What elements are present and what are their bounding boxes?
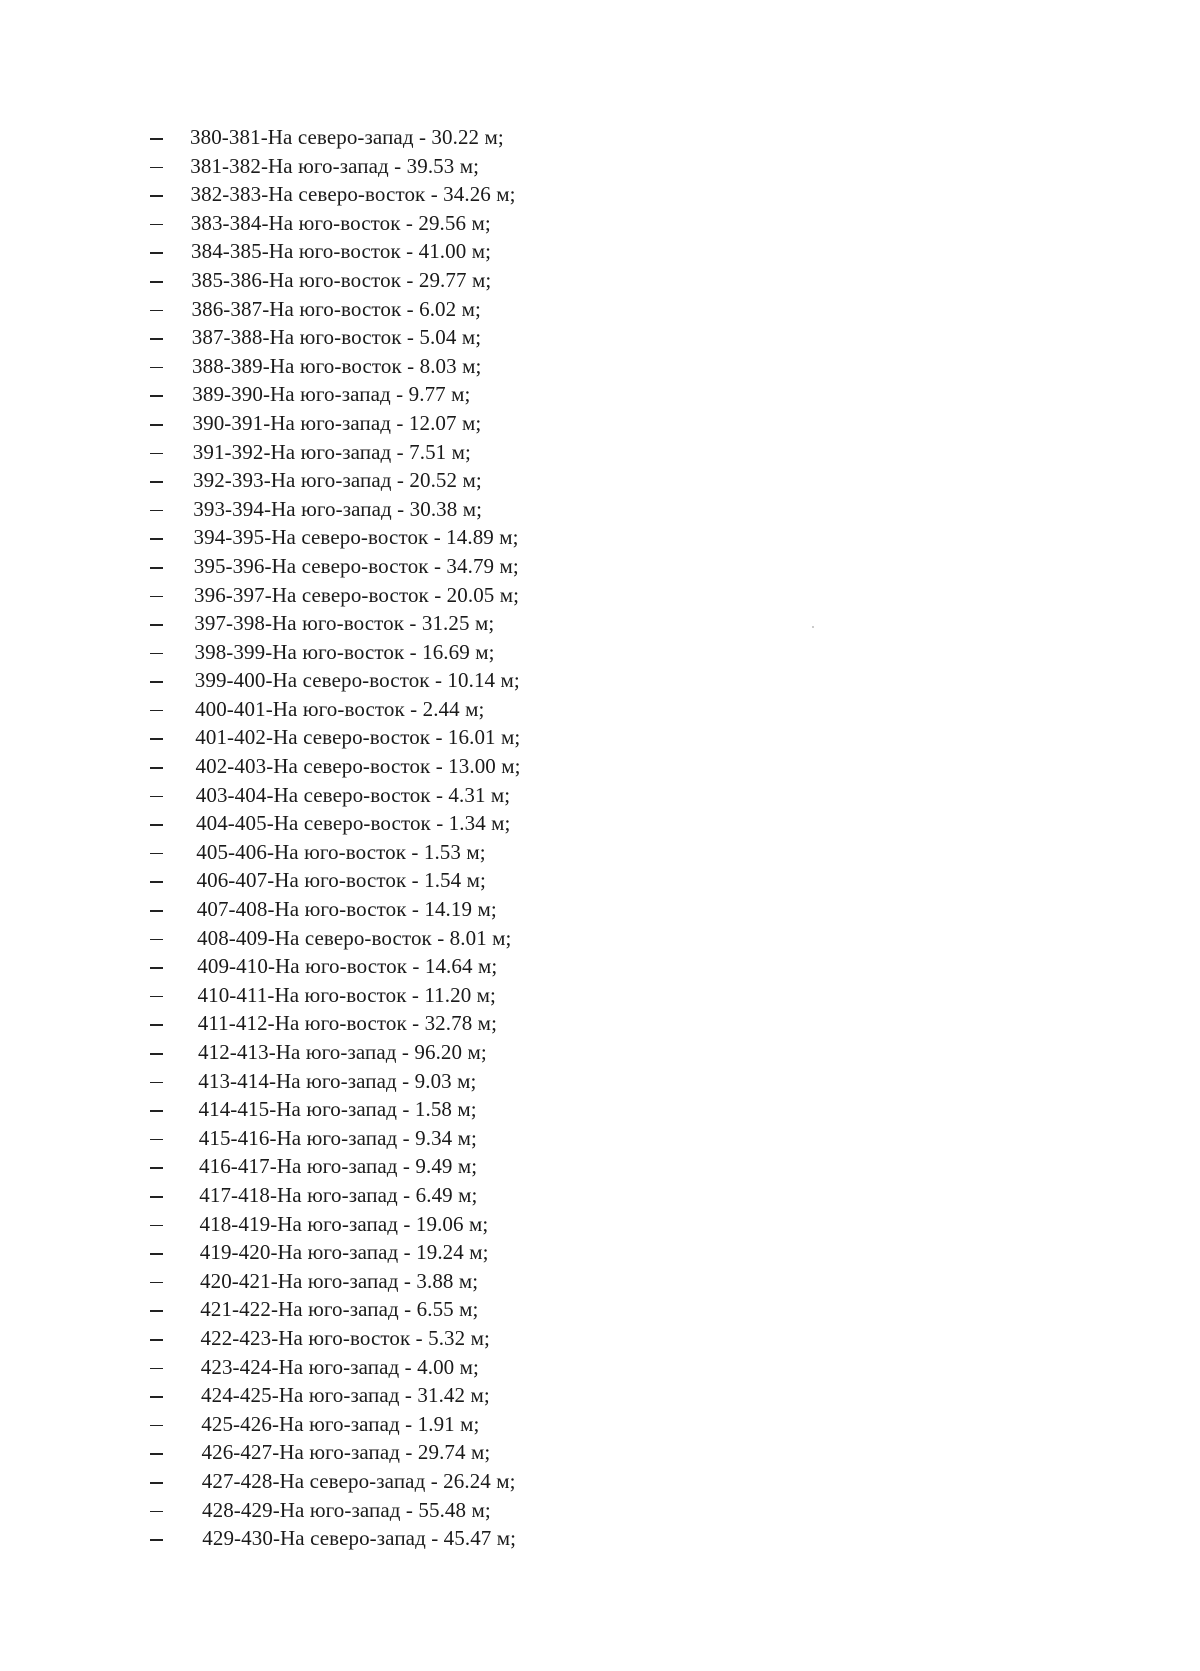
segment-text: 409-410-На юго-восток - 14.64 м; [197, 954, 498, 979]
segment-text: 392-393-На юго-запад - 20.52 м; [193, 468, 482, 493]
segment-text: 383-384-На юго-восток - 29.56 м; [190, 210, 491, 235]
segment-text: 421-422-На юго-запад - 6.55 м; [200, 1297, 479, 1322]
segment-text: 398-399-На юго-восток - 16.69 м; [194, 639, 495, 664]
scan-speck [812, 626, 814, 628]
segment-text: 389-390-На юго-запад - 9.77 м; [192, 382, 471, 407]
segment-text: 415-416-На юго-запад - 9.34 м; [198, 1125, 477, 1150]
segment-text: 386-387-На юго-восток - 6.02 м; [191, 296, 481, 321]
segment-text: 414-415-На юго-запад - 1.58 м; [198, 1097, 477, 1122]
segment-text: 403-404-На северо-восток - 4.31 м; [195, 782, 511, 807]
segment-text: 385-386-На юго-восток - 29.77 м; [191, 267, 492, 292]
segment-text: 427-428-На северо-запад - 26.24 м; [201, 1468, 516, 1493]
segment-text: 393-394-На юго-запад - 30.38 м; [193, 496, 483, 521]
segment-text: 413-414-На юго-запад - 9.03 м; [198, 1068, 477, 1093]
segment-text: 416-417-На юго-запад - 9.49 м; [199, 1154, 478, 1179]
segment-text: 419-420-На юго-запад - 19.24 м; [199, 1240, 489, 1265]
segment-text: 429-430-На северо-запад - 45.47 м; [202, 1526, 517, 1551]
segment-text: 410-411-На юго-восток - 11.20 м; [197, 982, 496, 1007]
segment-text: 397-398-На юго-восток - 31.25 м; [194, 611, 495, 636]
segment-text: 388-389-На юго-восток - 8.03 м; [192, 353, 482, 378]
segment-text: 394-395-На северо-восток - 14.89 м; [193, 525, 519, 550]
segment-text: 384-385-На юго-восток - 41.00 м; [191, 239, 492, 264]
segment-text: 428-429-На юго-запад - 55.48 м; [202, 1497, 491, 1522]
segment-text: 395-396-На северо-восток - 34.79 м; [193, 553, 519, 578]
segment-text: 387-388-На юго-восток - 5.04 м; [191, 325, 482, 350]
segment-text: 408-409-На северо-восток - 8.01 м; [197, 925, 512, 950]
segment-text: 391-392-На юго-запад - 7.51 м; [192, 439, 471, 464]
segment-text: 399-400-На северо-восток - 10.14 м; [194, 668, 520, 693]
segment-text: 404-405-На северо-восток - 1.34 м; [196, 811, 511, 836]
segment-text: 420-421-На юго-запад - 3.88 м; [200, 1268, 479, 1293]
segment-text: 424-425-На юго-запад - 31.42 м; [201, 1383, 490, 1408]
segment-text: 425-426-На юго-запад - 1.91 м; [201, 1411, 480, 1436]
segment-text: 417-418-На юго-запад - 6.49 м; [199, 1182, 478, 1207]
segment-text: 423-424-На юго-запад - 4.00 м; [200, 1354, 479, 1379]
segment-text: 390-391-На юго-запад - 12.07 м; [192, 410, 482, 435]
segment-text: 380-381-На северо-запад - 30.22 м; [190, 125, 504, 149]
segment-text: 411-412-На юго-восток - 32.78 м; [197, 1011, 498, 1036]
segment-text: 396-397-На северо-восток - 20.05 м; [194, 582, 520, 607]
segment-text: 426-427-На юго-запад - 29.74 м; [201, 1440, 491, 1465]
segment-text: 402-403-На северо-восток - 13.00 м; [195, 754, 521, 779]
segment-text: 381-382-На юго-запад - 39.53 м; [190, 153, 480, 178]
segment-text: 401-402-На северо-восток - 16.01 м; [195, 725, 521, 750]
segment-text: 422-423-На юго-восток - 5.32 м; [200, 1325, 490, 1350]
segment-text: 406-407-На юго-восток - 1.54 м; [196, 868, 486, 893]
segment-text: 418-419-На юго-запад - 19.06 м; [199, 1211, 489, 1236]
segment-text: 407-408-На юго-восток - 14.19 м; [196, 897, 497, 922]
segment-text: 382-383-На северо-восток - 34.26 м; [190, 182, 516, 207]
segment-text: 400-401-На юго-восток - 2.44 м; [195, 696, 485, 721]
segment-text: 412-413-На юго-запад - 96.20 м; [198, 1040, 487, 1064]
segment-text: 405-406-На юго-восток - 1.53 м; [196, 839, 486, 864]
